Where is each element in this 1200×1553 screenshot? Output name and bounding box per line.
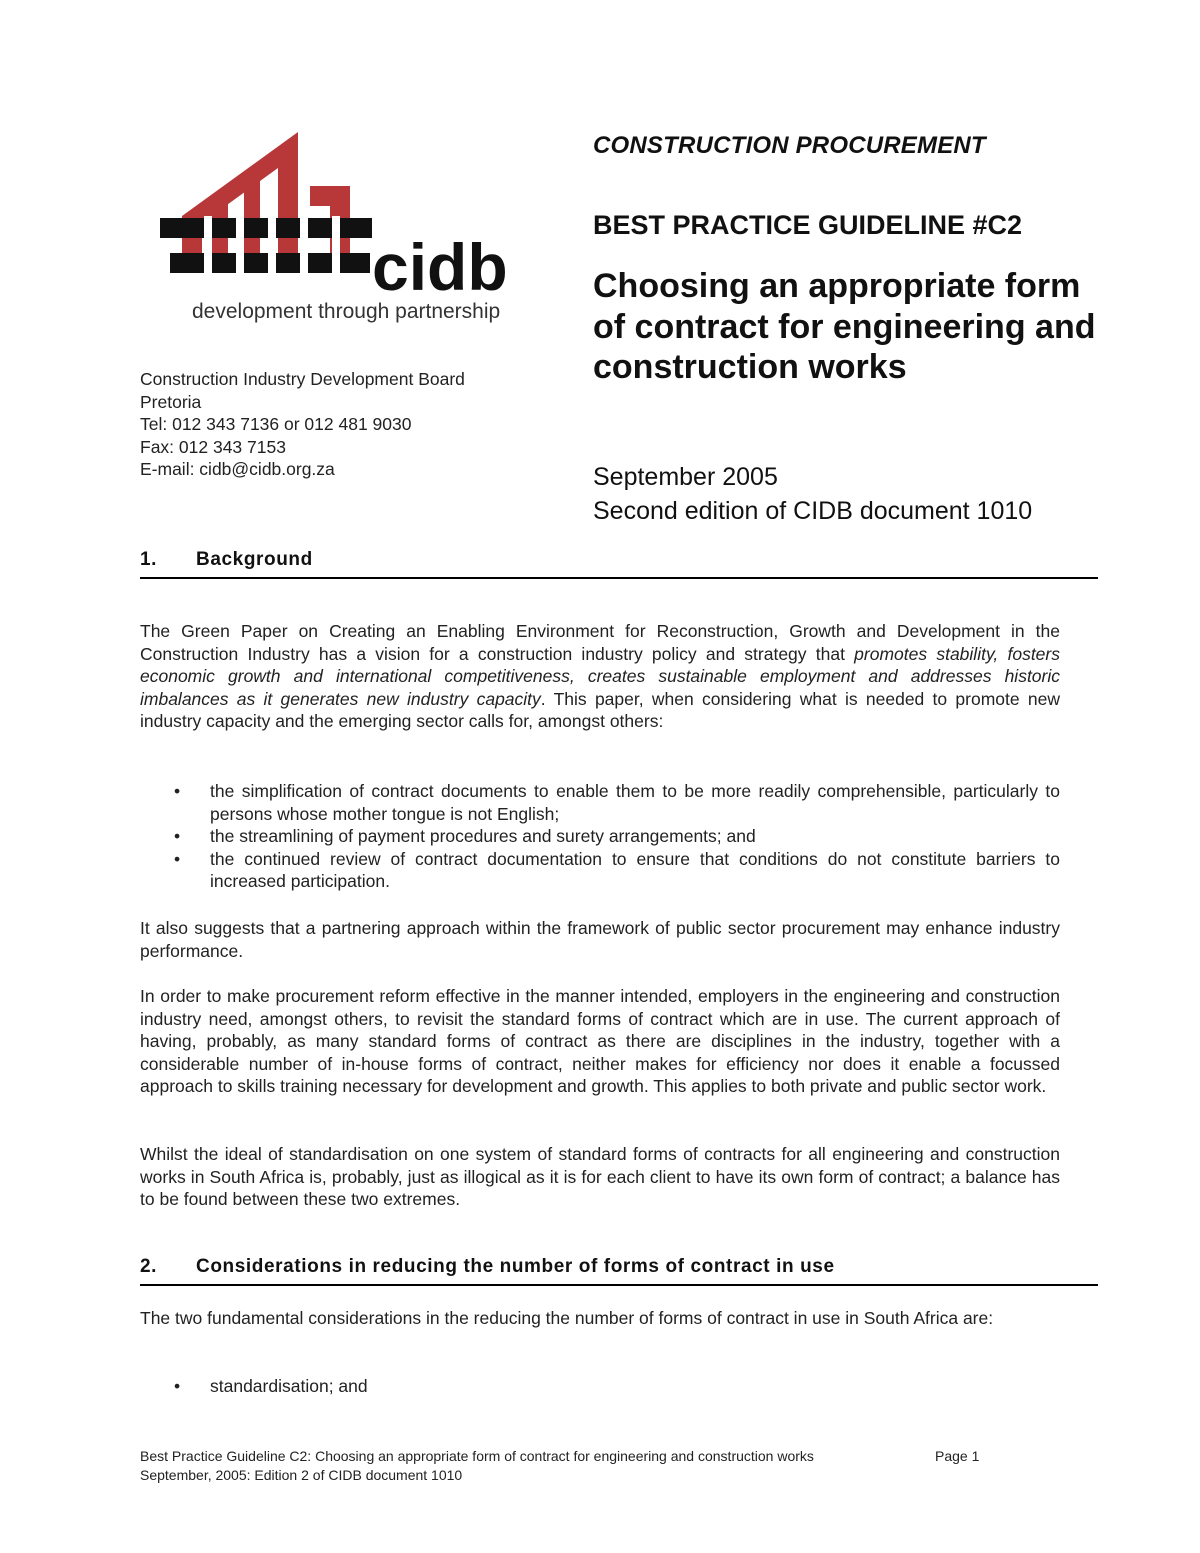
paragraph-italic-text: promotes stability, fosters economic growth and international competitiveness, creates sustainable employment and addresses historic imbalances as it generates new industry capacity	[140, 643, 1060, 709]
list-item-text: the streamlining of payment procedures and surety arrangements; and	[210, 826, 756, 847]
background-bullet-list	[140, 780, 1060, 893]
series-title: CONSTRUCTION PROCUREMENT	[593, 132, 986, 159]
list-item-text: the continued review of contract documentation to ensure that conditions do not constitute barriers to increased participation.	[210, 848, 1060, 892]
logo-tagline: development through partnership	[192, 300, 501, 323]
list-item-text: standardisation; and	[210, 1376, 368, 1396]
document-date: September 2005	[593, 463, 778, 491]
section-title: Considerations in reducing the number of forms of contract in use	[196, 1256, 835, 1277]
background-paragraph-1	[140, 620, 1060, 733]
cidb-logo	[160, 128, 540, 333]
page-footer	[140, 1447, 980, 1484]
bullet-icon: •	[174, 848, 181, 869]
document-date-block	[593, 460, 1032, 528]
footer-document-title: Best Practice Guideline C2: Choosing an appropriate form of contract for engineering and construction works	[140, 1448, 814, 1464]
contact-tel: Tel: 012 343 7136 or 012 481 9030	[140, 414, 412, 434]
section-title: Background	[196, 549, 313, 570]
list-item-text: the simplification of contract documents to enable them to be more readily comprehensible, particularly to persons whose mother tongue is not English;	[210, 781, 1060, 824]
contact-block	[140, 368, 465, 481]
considerations-paragraph-1: The two fundamental considerations in the reducing the number of forms of contract in use in South Africa are:	[140, 1308, 994, 1328]
background-paragraph-2: It also suggests that a partnering approach within the framework of public sector procurement may enhance industry performance.	[140, 918, 1060, 961]
background-paragraph-3: In order to make procurement reform effective in the manner intended, employers in the engineering and construction industry need, amongst others, to revisit the standard forms of contract which are in use. The current approach of having, probably, as many standard forms of contract as there are disciplines in the industry, together with a considerable number of in-house forms of contract, neither makes for efficiency nor does it enable a focussed approach to skills training necessary for development and growth. This applies to both private and public sector work.	[140, 986, 1060, 1097]
contact-organisation: Construction Industry Development Board	[140, 369, 465, 389]
bullet-icon: •	[174, 826, 181, 847]
considerations-bullet-list	[140, 1375, 1060, 1398]
contact-fax: Fax: 012 343 7153	[140, 436, 286, 457]
background-paragraph-4: Whilst the ideal of standardisation on one system of standard forms of contracts for all engineering and construction works in South Africa is, probably, just as illogical as it is for each client to have its own form of contract; a balance has to be found between these two extremes.	[140, 1144, 1060, 1210]
section-heading-background	[140, 549, 1098, 579]
list-item	[140, 825, 1060, 848]
contact-email: E-mail: cidb@cidb.org.za	[140, 459, 335, 479]
cidb-logo-mark-icon	[160, 128, 540, 298]
document-title: Choosing an appropriate form of contract for engineering and construction works	[593, 267, 1096, 386]
list-item	[140, 848, 1060, 893]
guideline-number: BEST PRACTICE GUIDELINE #C2	[593, 210, 1023, 240]
section-number: 2.	[140, 1256, 158, 1277]
footer-page-number: Page 1	[935, 1448, 980, 1464]
cidb-wordmark: cidb	[372, 230, 508, 298]
section-number: 1.	[140, 549, 158, 570]
paragraph-text: The Green Paper on Creating an Enabling Environment for Reconstruction, Growth and Development in the Construction Industry has a vision for a construction industry policy and strategy that	[140, 621, 1060, 664]
list-item	[140, 780, 1060, 825]
bullet-icon: •	[174, 781, 181, 801]
contact-city: Pretoria	[140, 391, 202, 412]
list-item	[140, 1375, 1060, 1398]
paragraph-text: . This paper, when considering what is needed to promote new industry capacity and the emerging sector calls for, amongst others:	[140, 688, 1060, 732]
footer-edition: September, 2005: Edition 2 of CIDB document 1010	[140, 1466, 463, 1483]
bullet-icon: •	[174, 1376, 181, 1396]
section-heading-considerations	[140, 1256, 1098, 1286]
document-edition: Second edition of CIDB document 1010	[593, 497, 1033, 525]
